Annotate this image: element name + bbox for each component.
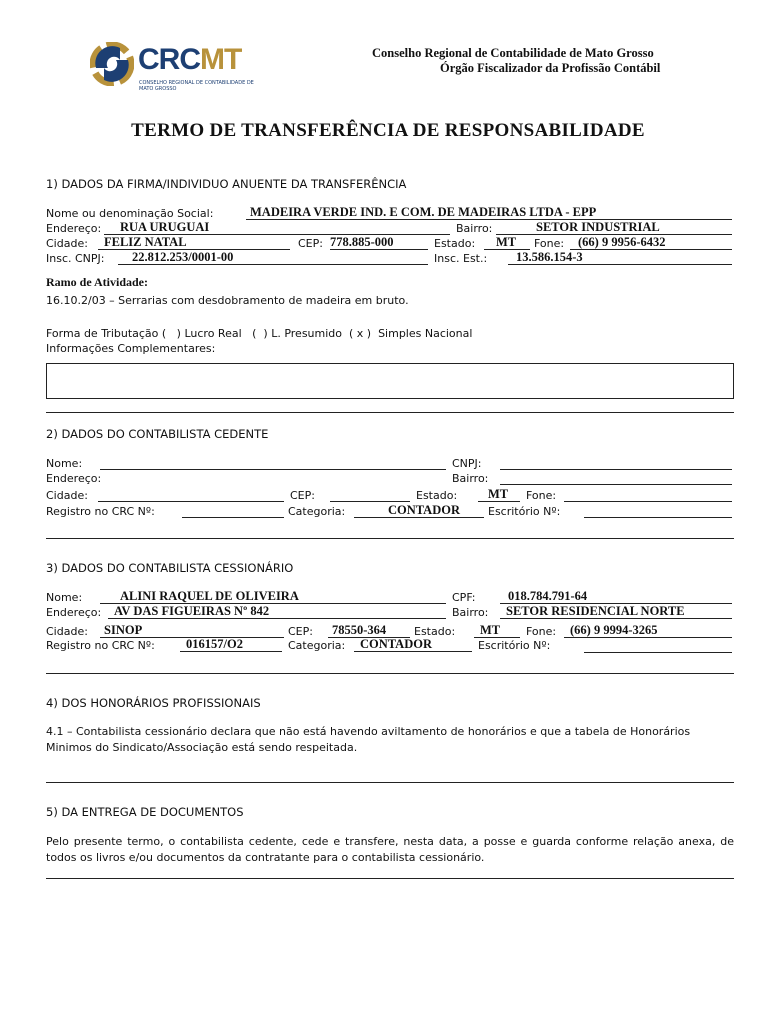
s1-fone-value: (66) 9 9956-6432 [578, 235, 666, 249]
s2-cep-field[interactable] [330, 488, 410, 502]
s1-cidade-label: Cidade: [46, 237, 88, 250]
s3-cpf-field[interactable] [500, 590, 732, 604]
s2-categoria-label: Categoria: [288, 505, 346, 518]
s3-cpf-value: 018.784.791-64 [508, 589, 588, 603]
s1-info-label: Informações Complementares: [46, 342, 216, 355]
s3-fone-value: (66) 9 9994-3265 [570, 623, 658, 637]
divider-5 [46, 878, 734, 879]
s2-categoria-value: CONTADOR [388, 503, 460, 517]
s1-insc-est-label: Insc. Est.: [434, 252, 488, 265]
s3-nome-value: ALINI RAQUEL DE OLIVEIRA [120, 589, 299, 603]
s1-ramo-value: 16.10.2/03 – Serrarias com desdobramento de madeira em bruto. [46, 294, 409, 307]
s1-nome-label: Nome ou denominação Social: [46, 207, 214, 220]
s5-text: Pelo presente termo, o contabilista cedente, cede e transfere, nesta data, a posse e guarda conforme relação anexa, de todos os livros e/ou documentos da contratante para o contabilista cessionário. [46, 835, 734, 864]
s3-estado-label: Estado: [414, 625, 456, 638]
s3-escritorio-field[interactable] [584, 638, 732, 653]
s2-cnpj-label: CNPJ: [452, 457, 482, 470]
s3-fone-field[interactable] [564, 624, 732, 638]
s1-cnpj-value: 22.812.253/0001-00 [132, 250, 234, 264]
s1-fone-field[interactable] [570, 236, 732, 250]
s2-endereco-field[interactable] [108, 471, 446, 484]
page-title: TERMO DE TRANSFERÊNCIA DE RESPONSABILIDADE [131, 120, 645, 141]
org-name: Conselho Regional de Contabilidade de Mato Grosso [372, 46, 654, 60]
s2-categoria-field[interactable] [354, 504, 484, 518]
s3-escritorio-label: Escritório Nº: [478, 639, 551, 652]
s3-cidade-field[interactable] [100, 624, 284, 638]
s1-ramo-label: Ramo de Atividade: [46, 275, 148, 289]
s1-cnpj-field[interactable] [118, 251, 428, 265]
s1-nome-field[interactable] [246, 206, 732, 220]
s3-estado-value: MT [480, 623, 501, 637]
s1-fone-label: Fone: [534, 237, 565, 250]
s1-endereco-label: Endereço: [46, 222, 102, 235]
s1-cnpj-label: Insc. CNPJ: [46, 252, 105, 265]
s2-estado-value: MT [488, 487, 509, 501]
crcmt-emblem-icon [90, 42, 134, 86]
section3-heading: 3) DADOS DO CONTABILISTA CESSIONÁRIO [46, 561, 294, 575]
s3-estado-field[interactable] [474, 624, 520, 638]
s3-endereco-label: Endereço: [46, 606, 102, 619]
s4-text: 4.1 – Contabilista cessionário declara que não está havendo aviltamento de honorários e que a tabela de Honorários Minimos do Sindicato/Associação está sendo respeitada. [46, 725, 691, 754]
org-subtitle: Órgão Fiscalizador da Profissão Contábil [440, 61, 661, 75]
s1-estado-value: MT [496, 235, 517, 249]
s1-bairro-label: Bairro: [456, 222, 493, 235]
s3-cep-field[interactable] [328, 624, 410, 638]
s1-cidade-value: FELIZ NATAL [104, 235, 187, 249]
s2-nome-label: Nome: [46, 457, 83, 470]
s1-insc-est-field[interactable] [508, 251, 732, 265]
s2-fone-label: Fone: [526, 489, 557, 502]
s2-nome-field[interactable] [100, 456, 446, 470]
s1-endereco-field[interactable] [104, 221, 450, 235]
section4-heading: 4) DOS HONORÁRIOS PROFISSIONAIS [46, 696, 261, 710]
s1-cep-field[interactable] [330, 236, 428, 250]
s3-cpf-label: CPF: [452, 591, 476, 604]
s1-nome-value: MADEIRA VERDE IND. E COM. DE MADEIRAS LTDA - EPP [250, 205, 597, 219]
s3-fone-label: Fone: [526, 625, 557, 638]
section1-heading: 1) DADOS DA FIRMA/INDIVIDUO ANUENTE DA TRANSFERÊNCIA [46, 177, 407, 191]
s2-fone-field[interactable] [564, 488, 732, 502]
s3-crc-value: 016157/O2 [186, 637, 243, 651]
s3-endereco-field[interactable] [108, 605, 446, 619]
s2-estado-label: Estado: [416, 489, 458, 502]
s2-cidade-label: Cidade: [46, 489, 88, 502]
s1-cep-value: 778.885-000 [330, 235, 394, 249]
divider-2 [46, 538, 734, 539]
s2-cnpj-field[interactable] [500, 456, 732, 470]
s1-bairro-value: SETOR INDUSTRIAL [536, 220, 660, 234]
s1-bairro-field[interactable] [496, 221, 732, 235]
s3-categoria-field[interactable] [354, 638, 472, 652]
s3-cidade-value: SINOP [104, 623, 143, 637]
s2-escritorio-label: Escritório Nº: [488, 505, 561, 518]
s2-estado-field[interactable] [478, 488, 520, 502]
s3-bairro-field[interactable] [500, 605, 732, 619]
s2-crc-label: Registro no CRC Nº: [46, 505, 155, 518]
s1-endereco-value: RUA URUGUAI [120, 220, 210, 234]
s3-endereco-value: AV DAS FIGUEIRAS Nº 842 [114, 604, 270, 618]
divider-4 [46, 782, 734, 783]
s1-insc-est-value: 13.586.154-3 [516, 250, 583, 264]
s1-cidade-field[interactable] [98, 236, 290, 250]
s3-crc-label: Registro no CRC Nº: [46, 639, 155, 652]
s3-nome-field[interactable] [100, 590, 446, 604]
s2-bairro-label: Bairro: [452, 472, 489, 485]
section5-heading: 5) DA ENTREGA DE DOCUMENTOS [46, 805, 244, 819]
logo-subtitle: CONSELHO REGIONAL DE CONTABILIDADE DE MATO GROSSO [139, 80, 254, 92]
s2-crc-field[interactable] [182, 504, 284, 518]
s1-cep-label: CEP: [298, 237, 323, 250]
s3-cep-label: CEP: [288, 625, 313, 638]
s1-tributacao[interactable]: Forma de Tributação ( ) Lucro Real ( ) L. Presumido ( x ) Simples Nacional [46, 327, 473, 340]
s2-endereco-label: Endereço: [46, 472, 102, 485]
s2-escritorio-field[interactable] [584, 504, 732, 518]
s2-cep-label: CEP: [290, 489, 315, 502]
s1-estado-label: Estado: [434, 237, 476, 250]
s3-categoria-label: Categoria: [288, 639, 346, 652]
s3-bairro-value: SETOR RESIDENCIAL NORTE [506, 604, 685, 618]
s3-bairro-label: Bairro: [452, 606, 489, 619]
s2-bairro-field[interactable] [500, 471, 732, 485]
s3-cep-value: 78550-364 [332, 623, 387, 637]
crcmt-logo [90, 40, 260, 92]
divider-1 [46, 412, 734, 413]
section2-heading: 2) DADOS DO CONTABILISTA CEDENTE [46, 427, 269, 441]
logo-text: CRCMT [138, 43, 242, 76]
s3-crc-field[interactable] [180, 638, 282, 652]
divider-3 [46, 673, 734, 674]
s1-info-box[interactable] [46, 363, 734, 399]
s3-nome-label: Nome: [46, 591, 83, 604]
s2-cidade-field[interactable] [98, 488, 284, 502]
s1-estado-field[interactable] [484, 236, 530, 250]
s3-categoria-value: CONTADOR [360, 637, 432, 651]
s3-cidade-label: Cidade: [46, 625, 88, 638]
